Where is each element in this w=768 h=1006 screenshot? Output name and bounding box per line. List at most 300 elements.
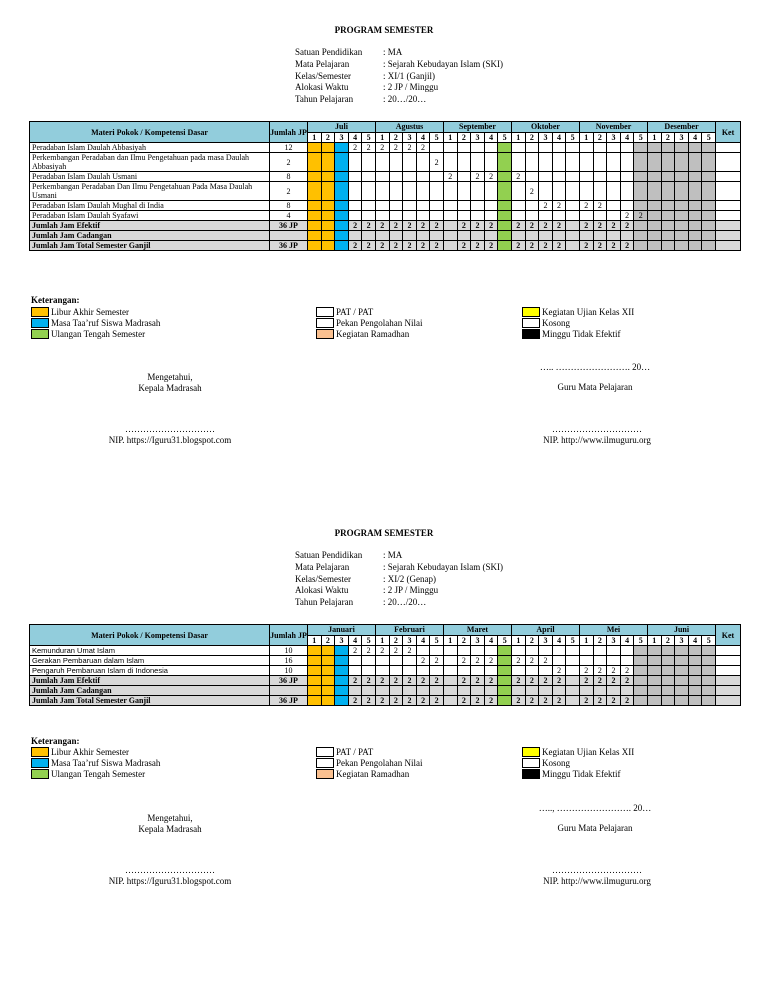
week-cell	[688, 172, 702, 182]
doc2-legend-col1	[31, 746, 160, 779]
week-cell	[444, 143, 458, 153]
week-cell	[566, 696, 580, 706]
week-cell	[389, 172, 403, 182]
week-cell	[648, 696, 662, 706]
month-header: Maret	[443, 625, 511, 636]
week-cell: 2	[416, 676, 430, 686]
week-cell	[335, 143, 349, 153]
week-cell: 2	[552, 201, 566, 211]
month-header: Juni	[648, 625, 716, 636]
doc2-schedule-table	[29, 624, 741, 706]
doc2-sign-right	[520, 803, 670, 834]
week-cell	[688, 696, 702, 706]
week-cell	[348, 172, 362, 182]
week-cell	[308, 143, 322, 153]
legend-swatch	[316, 747, 334, 757]
week-number: 4	[484, 132, 498, 143]
week-cell	[661, 241, 675, 251]
week-cell	[648, 182, 662, 201]
month-header: Februari	[375, 625, 443, 636]
week-cell: 2	[430, 656, 444, 666]
legend-swatch	[522, 307, 540, 317]
week-cell: 2	[375, 646, 389, 656]
week-cell: 2	[579, 201, 593, 211]
ket-cell	[716, 182, 741, 201]
legend-title: Keterangan:	[31, 736, 80, 746]
info-value: : Sejarah Kebudayan Islam (SKI)	[383, 58, 503, 69]
week-cell	[675, 231, 689, 241]
legend-label: Libur Akhir Semester	[51, 306, 129, 317]
week-cell	[539, 646, 553, 656]
summary-jp	[270, 686, 308, 696]
jp-cell: 16	[270, 656, 308, 666]
week-cell	[430, 686, 444, 696]
week-cell: 2	[512, 656, 526, 666]
table-row	[30, 201, 741, 211]
materi-cell: Perkembangan Peradaban Dan Ilmu Pengetahuan Pada Masa Daulah Usmani	[30, 182, 270, 201]
week-cell	[416, 686, 430, 696]
week-cell	[416, 182, 430, 201]
week-cell: 2	[471, 221, 485, 231]
week-cell	[634, 696, 648, 706]
week-cell	[648, 666, 662, 676]
week-cell	[648, 172, 662, 182]
info-label: Satuan Pendidikan	[295, 47, 363, 57]
week-number: 1	[375, 635, 389, 646]
table-row	[30, 211, 741, 221]
week-cell	[702, 182, 716, 201]
doc2-nip-right	[517, 865, 677, 887]
week-cell	[511, 143, 525, 153]
week-cell: 2	[389, 221, 403, 231]
sign-knowing: Mengetahui,	[147, 372, 193, 382]
week-cell	[498, 241, 512, 251]
week-cell	[525, 686, 539, 696]
week-cell: 2	[457, 676, 471, 686]
week-cell	[661, 211, 675, 221]
legend-swatch	[31, 307, 49, 317]
week-cell: 2	[362, 646, 376, 656]
week-cell	[688, 201, 702, 211]
week-cell	[335, 666, 349, 676]
week-cell: 2	[620, 676, 634, 686]
week-number: 5	[498, 635, 512, 646]
week-cell	[362, 211, 376, 221]
doc1-info	[295, 47, 503, 106]
week-number: 3	[539, 635, 553, 646]
week-cell	[375, 231, 389, 241]
week-cell	[688, 676, 702, 686]
week-cell: 2	[552, 666, 566, 676]
ket-cell	[716, 211, 741, 221]
week-cell	[321, 656, 335, 666]
week-number: 2	[321, 635, 335, 646]
week-cell	[566, 172, 580, 182]
week-cell	[661, 686, 675, 696]
week-cell	[648, 656, 662, 666]
week-cell	[552, 172, 566, 182]
week-cell	[321, 686, 335, 696]
week-number: 3	[335, 132, 349, 143]
week-cell	[566, 676, 580, 686]
week-cell	[348, 211, 362, 221]
week-cell	[321, 182, 335, 201]
week-cell	[675, 656, 689, 666]
week-cell	[321, 201, 335, 211]
week-cell	[661, 676, 675, 686]
week-cell	[702, 666, 716, 676]
info-label: Kelas/Semester	[295, 573, 351, 584]
week-cell	[634, 241, 648, 251]
week-cell: 2	[375, 221, 389, 231]
week-cell: 2	[375, 241, 389, 251]
week-cell	[375, 172, 389, 182]
week-cell	[362, 153, 376, 172]
week-number: 5	[362, 635, 376, 646]
week-cell: 2	[375, 696, 389, 706]
week-cell	[471, 686, 485, 696]
legend-swatch	[316, 769, 334, 779]
nip-right: NIP. http://www.ilmuguru.org	[543, 435, 651, 445]
week-number: 2	[661, 132, 675, 143]
sign-teacher: Guru Mata Pelajaran	[557, 823, 633, 833]
week-cell: 2	[348, 221, 362, 231]
week-cell: 2	[430, 696, 444, 706]
week-cell: 2	[403, 646, 417, 656]
doc1-legend	[31, 295, 80, 305]
week-cell	[484, 231, 498, 241]
summary-label: Jumlah Jam Efektif	[30, 221, 270, 231]
legend-swatch	[316, 307, 334, 317]
week-cell	[566, 153, 580, 172]
week-cell	[321, 153, 335, 172]
materi-cell: Peradaban Islam Daulah Abbasiyah	[30, 143, 270, 153]
week-cell	[675, 676, 689, 686]
summary-row	[30, 696, 741, 706]
week-cell	[607, 656, 621, 666]
week-cell	[348, 182, 362, 201]
week-cell	[321, 211, 335, 221]
week-cell: 2	[457, 696, 471, 706]
ket-cell	[716, 656, 741, 666]
week-cell: 2	[511, 241, 525, 251]
week-cell	[580, 656, 594, 666]
week-cell: 2	[362, 241, 376, 251]
week-cell: 2	[403, 676, 417, 686]
week-cell	[702, 696, 716, 706]
ket-cell	[716, 231, 741, 241]
week-cell	[498, 666, 512, 676]
week-cell	[675, 153, 689, 172]
week-cell	[620, 231, 634, 241]
week-cell: 2	[362, 143, 376, 153]
week-cell	[525, 646, 539, 656]
week-cell: 2	[607, 241, 621, 251]
week-cell	[634, 153, 648, 172]
week-cell	[375, 686, 389, 696]
week-cell	[321, 221, 335, 231]
month-header: Oktober	[511, 122, 579, 133]
week-cell	[634, 143, 648, 153]
week-cell	[471, 201, 485, 211]
week-cell	[362, 172, 376, 182]
week-number: 3	[335, 635, 349, 646]
week-cell	[484, 153, 498, 172]
week-cell	[607, 211, 621, 221]
week-cell: 2	[471, 676, 485, 686]
week-cell	[375, 153, 389, 172]
week-cell	[566, 241, 580, 251]
week-cell: 2	[471, 241, 485, 251]
legend-item	[522, 757, 634, 768]
week-number: 1	[579, 132, 593, 143]
summary-jp	[270, 231, 308, 241]
legend-swatch	[31, 318, 49, 328]
week-cell: 2	[348, 696, 362, 706]
week-cell	[416, 646, 430, 656]
legend-swatch	[31, 329, 49, 339]
week-cell	[335, 182, 349, 201]
week-cell: 2	[620, 241, 634, 251]
week-cell	[552, 182, 566, 201]
table-row	[30, 153, 741, 172]
week-cell	[430, 666, 444, 676]
week-cell: 2	[484, 696, 498, 706]
week-cell	[430, 231, 444, 241]
week-cell: 2	[484, 172, 498, 182]
week-number: 2	[321, 132, 335, 143]
week-cell	[335, 676, 349, 686]
header-row	[30, 625, 741, 636]
week-cell	[648, 686, 662, 696]
legend-label: Kosong	[542, 317, 571, 328]
info-value: : 2 JP / Minggu	[383, 585, 439, 596]
week-cell: 2	[593, 221, 607, 231]
legend-swatch	[522, 747, 540, 757]
ket-cell	[716, 696, 741, 706]
week-cell	[335, 696, 349, 706]
week-cell	[539, 666, 553, 676]
ket-cell	[716, 221, 741, 231]
week-cell: 2	[607, 676, 621, 686]
legend-item	[316, 317, 422, 328]
legend-swatch	[31, 758, 49, 768]
week-cell	[457, 231, 471, 241]
week-cell: 2	[580, 676, 594, 686]
week-number: 4	[688, 132, 702, 143]
legend-item	[316, 328, 422, 339]
week-cell	[375, 182, 389, 201]
legend-label: Kegiatan Ujian Kelas XII	[542, 746, 635, 757]
week-cell	[348, 686, 362, 696]
week-cell	[335, 221, 349, 231]
week-number: 4	[552, 132, 566, 143]
legend-item	[31, 746, 160, 757]
week-cell	[634, 221, 648, 231]
week-cell	[335, 231, 349, 241]
week-cell	[348, 666, 362, 676]
week-cell: 2	[348, 646, 362, 656]
week-cell	[348, 201, 362, 211]
month-header: September	[444, 122, 512, 133]
week-cell	[566, 182, 580, 201]
legend-label: Masa Taa’ruf Siswa Madrasah	[51, 757, 161, 768]
jp-cell: 2	[270, 153, 308, 172]
week-number: 3	[403, 132, 417, 143]
week-cell	[403, 201, 417, 211]
week-cell	[457, 143, 471, 153]
ket-cell	[716, 646, 741, 656]
week-cell	[579, 143, 593, 153]
week-cell	[498, 211, 512, 221]
sign-dots: …………………………	[552, 865, 642, 875]
week-number: 5	[498, 132, 512, 143]
week-number: 4	[416, 635, 430, 646]
week-cell: 2	[389, 696, 403, 706]
legend-label: Kegiatan Ramadhan	[336, 768, 410, 779]
week-cell	[362, 656, 376, 666]
week-cell	[620, 143, 634, 153]
doc1-schedule-table	[29, 121, 741, 251]
legend-item	[522, 306, 634, 317]
week-number: 1	[444, 132, 458, 143]
ket-cell	[716, 666, 741, 676]
week-cell	[484, 182, 498, 201]
week-cell	[634, 686, 648, 696]
week-cell: 2	[416, 241, 430, 251]
week-cell: 2	[525, 182, 539, 201]
week-cell	[471, 231, 485, 241]
week-cell: 2	[471, 656, 485, 666]
sign-place: ….., ……………………. 20…	[538, 803, 652, 813]
info-value: : XI/1 (Ganjil)	[383, 70, 435, 81]
week-cell: 2	[362, 221, 376, 231]
legend-item	[31, 757, 160, 768]
ket-cell	[716, 153, 741, 172]
week-cell	[580, 646, 594, 656]
table-row	[30, 182, 741, 201]
week-cell	[688, 153, 702, 172]
week-cell	[375, 656, 389, 666]
week-cell	[308, 221, 322, 231]
jp-cell: 12	[270, 143, 308, 153]
week-cell: 2	[362, 696, 376, 706]
week-cell	[457, 201, 471, 211]
week-cell	[308, 211, 322, 221]
week-cell	[403, 182, 417, 201]
legend-label: Libur Akhir Semester	[51, 746, 129, 757]
week-cell	[308, 182, 322, 201]
week-cell	[539, 686, 553, 696]
week-cell: 2	[593, 666, 607, 676]
week-cell	[552, 646, 566, 656]
week-cell	[620, 201, 634, 211]
summary-row	[30, 221, 741, 231]
week-number: 3	[539, 132, 553, 143]
week-cell	[648, 211, 662, 221]
week-cell	[484, 646, 498, 656]
week-cell	[525, 153, 539, 172]
week-cell	[471, 211, 485, 221]
week-cell	[525, 143, 539, 153]
nip-left: NIP. https://Iguru31.blogspot.com	[108, 876, 232, 886]
info-value: : MA	[383, 47, 403, 57]
week-cell	[389, 231, 403, 241]
legend-swatch	[316, 318, 334, 328]
legend-item	[522, 328, 634, 339]
week-cell	[444, 182, 458, 201]
legend-label: Minggu Tidak Efektif	[542, 328, 621, 339]
doc1-legend-col1	[31, 306, 160, 339]
legend-label: Pekan Pengolahan Nilai	[336, 757, 423, 768]
week-cell	[321, 231, 335, 241]
week-cell	[335, 656, 349, 666]
week-number: 4	[552, 635, 566, 646]
week-cell	[634, 676, 648, 686]
week-cell: 2	[539, 676, 553, 686]
week-cell	[607, 172, 621, 182]
header-ket: Ket	[716, 122, 741, 143]
week-cell	[675, 646, 689, 656]
legend-label: Ulangan Tengah Semester	[51, 328, 146, 339]
week-cell: 2	[389, 676, 403, 686]
week-cell	[593, 646, 607, 656]
month-header: Juli	[308, 122, 376, 133]
week-number: 2	[457, 132, 471, 143]
legend-title: Keterangan:	[31, 295, 80, 305]
week-cell: 2	[539, 696, 553, 706]
week-cell: 2	[579, 221, 593, 231]
week-cell	[552, 211, 566, 221]
doc2-legend	[31, 736, 80, 746]
week-number: 5	[362, 132, 376, 143]
doc1-legend-col2	[316, 306, 422, 339]
week-cell: 2	[593, 676, 607, 686]
week-cell	[457, 211, 471, 221]
week-cell	[321, 172, 335, 182]
week-number: 5	[430, 132, 444, 143]
week-cell	[416, 211, 430, 221]
week-cell	[444, 241, 458, 251]
week-cell	[579, 211, 593, 221]
week-number: 1	[512, 635, 526, 646]
week-cell: 2	[375, 143, 389, 153]
summary-jp: 36 JP	[270, 221, 308, 231]
week-cell	[308, 231, 322, 241]
week-number: 4	[348, 635, 362, 646]
week-cell: 2	[620, 696, 634, 706]
week-cell	[566, 656, 580, 666]
table-row	[30, 143, 741, 153]
week-cell	[335, 686, 349, 696]
legend-item	[522, 746, 634, 757]
week-cell	[444, 201, 458, 211]
week-cell	[607, 686, 621, 696]
legend-item	[316, 306, 422, 317]
week-cell: 2	[511, 221, 525, 231]
week-cell	[648, 231, 662, 241]
week-number: 5	[702, 635, 716, 646]
week-cell	[484, 666, 498, 676]
week-cell	[511, 211, 525, 221]
table-row	[30, 656, 741, 666]
week-cell: 2	[593, 241, 607, 251]
ket-cell	[716, 676, 741, 686]
week-cell	[661, 231, 675, 241]
week-cell: 2	[579, 241, 593, 251]
materi-cell: Gerakan Pembaruan dalam Islam	[30, 656, 270, 666]
week-cell	[457, 153, 471, 172]
